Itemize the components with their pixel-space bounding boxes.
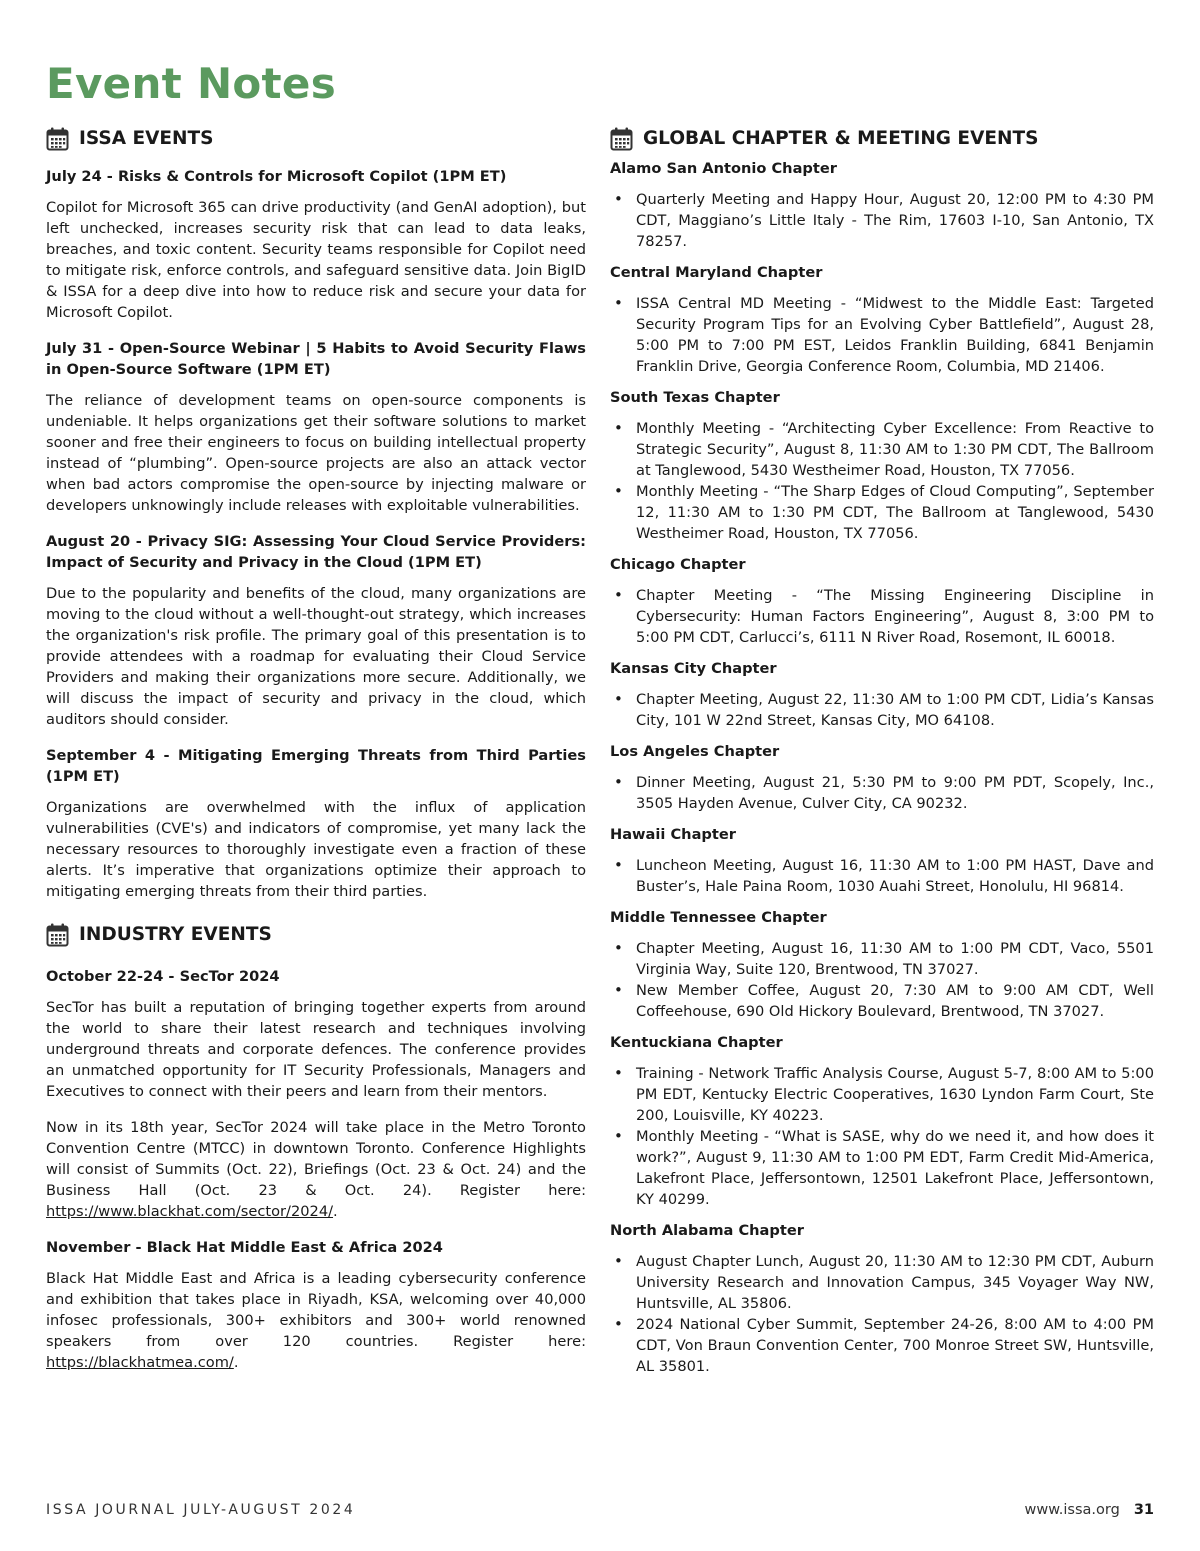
industry-event-blackhat [46,1237,586,1373]
chapter-name: Kentuckiana Chapter [610,1034,783,1051]
footer-site-url[interactable]: www.issa.org [1024,1502,1120,1518]
chapter-name: Los Angeles Chapter [610,743,780,760]
calendar-icon [610,127,633,151]
chapter-event-list [610,855,1154,897]
chapter-event-item: • Chapter Meeting, August 16, 11:30 AM to 1:00 PM CDT, Vaco, 5501 Virginia Way, Suite 120, Brentwood, TN 37027. [610,938,1154,980]
right-column [610,124,1154,1387]
event-description: SecTor has built a reputation of bringing together experts from around the world to share their latest research and techniques involving underground threats and corporate defences. The conference provides an unmatched opportunity for IT Security Professionals, Managers and Executives to connect with their peers and learn from their mentors. [46,999,586,1100]
blackhat-register-link[interactable]: https://blackhatmea.com/ [46,1354,234,1371]
chapter-name: Kansas City Chapter [610,660,777,677]
industry-event-sector [46,966,586,1222]
chapter-section [610,1032,1154,1210]
chapter-section [610,387,1154,544]
calendar-icon [46,127,69,151]
chapter-event-list [610,772,1154,814]
event-description: Organizations are overwhelmed with the influx of application vulnerabilities (CVE's) and indicators of compromise, yet many lack the necessary resources to thoroughly investigate even a fraction of these alerts. It’s imperative that organizations optimize their approach to mitigating emerging threats from their third parties. [46,799,586,900]
chapter-event-list [610,689,1154,731]
chapter-event-item: • Training - Network Traffic Analysis Course, August 5-7, 8:00 AM to 5:00 PM EDT, Kentucky Electric Cooperatives, 1630 Lyndon Farm Court, Ste 200, Louisville, KY 40223. [610,1063,1154,1126]
event-title: September 4 - Mitigating Emerging Threats from Third Parties (1PM ET) [46,747,586,785]
issa-events-heading: ISSA EVENTS [79,128,214,149]
chapter-event-item: • Luncheon Meeting, August 16, 11:30 AM to 1:00 PM HAST, Dave and Buster’s, Hale Paina Room, 1030 Auahi Street, Honolulu, HI 96814. [610,855,1154,897]
chapter-section [610,1220,1154,1377]
issa-events-header [46,124,586,154]
sector-register-link[interactable]: https://www.blackhat.com/sector/2024/ [46,1203,334,1220]
issa-event-item [46,531,586,730]
left-column [46,124,586,1388]
chapter-event-item: • Monthly Meeting - “What is SASE, why do we need it, and how does it work?”, August 9, 11:30 AM to 1:00 PM EDT, Farm Credit Mid-America, Lakefront Place, Jeffersontown, 12501 Lakefront Place, Jeffersontown, KY 40299. [610,1126,1154,1210]
chapter-event-item: • New Member Coffee, August 20, 7:30 AM to 9:00 AM CDT, Well Coffeehouse, 690 Old Hickory Boulevard, Brentwood, TN 37027. [610,980,1154,1022]
event-description: Copilot for Microsoft 365 can drive productivity (and GenAI adoption), but left unchecked, increases security risk that can lead to data leaks, breaches, and toxic content. Security teams responsible for Copilot need to mitigate risk, enforce controls, and safeguard sensitive data. Join BigID & ISSA for a deep dive into how to reduce risk and secure your data for Microsoft Copilot. [46,199,586,321]
chapter-section [610,554,1154,648]
global-events-heading: GLOBAL CHAPTER & MEETING EVENTS [643,128,1039,149]
chapter-event-list [610,293,1154,377]
chapter-section [610,741,1154,814]
footer-site-page [1025,1502,1154,1518]
chapter-event-item: • August Chapter Lunch, August 20, 11:30 AM to 12:30 PM CDT, Auburn University Research and Innovation Campus, 345 Voyager Way NW, Huntsville, AL 35806. [610,1251,1154,1314]
event-title: October 22-24 - SecTor 2024 [46,968,280,985]
event-title: August 20 - Privacy SIG: Assessing Your Cloud Service Providers: Impact of Security and Privacy in the Cloud (1PM ET) [46,533,586,571]
chapter-name: Middle Tennessee Chapter [610,909,827,926]
chapter-event-list [610,938,1154,1022]
chapter-name: South Texas Chapter [610,389,780,406]
chapter-name: Alamo San Antonio Chapter [610,160,837,177]
chapter-event-item: • ISSA Central MD Meeting - “Midwest to the Middle East: Targeted Security Program Tips for an Evolving Cyber Battlefield”, August 28, 5:00 PM to 7:00 PM EST, Leidos Franklin Building, 6841 Benjamin Franklin Drive, Georgia Conference Room, Columbia, MD 21406. [610,293,1154,377]
industry-events-header [46,920,586,950]
chapter-section [610,824,1154,897]
chapter-section [610,907,1154,1022]
chapter-name: North Alabama Chapter [610,1222,804,1239]
page-title: Event Notes [46,59,337,108]
chapter-event-item: • Dinner Meeting, August 21, 5:30 PM to 9:00 PM PDT, Scopely, Inc., 3505 Hayden Avenue, Culver City, CA 90232. [610,772,1154,814]
chapter-event-item: • Quarterly Meeting and Happy Hour, August 20, 12:00 PM to 4:30 PM CDT, Maggiano’s Little Italy - The Rim, 17603 I-10, San Antonio, TX 78257. [610,189,1154,252]
chapter-event-list [610,418,1154,544]
chapter-event-item: • 2024 National Cyber Summit, September 24-26, 8:00 AM to 4:00 PM CDT, Von Braun Convention Center, 700 Monroe Street SW, Huntsville, AL 35801. [610,1314,1154,1377]
issa-event-item [46,166,586,323]
footer-journal-name: ISSA JOURNAL JULY-AUGUST 2024 [46,1502,356,1518]
chapter-name: Hawaii Chapter [610,826,736,843]
page-number: 31 [1133,1502,1154,1518]
chapter-section [610,158,1154,252]
issa-event-item [46,338,586,516]
chapter-name: Chicago Chapter [610,556,746,573]
global-events-header [610,124,1154,154]
calendar-icon [46,923,69,947]
event-registration [46,1268,586,1373]
chapter-event-item: • Chapter Meeting - “The Missing Engineering Discipline in Cybersecurity: Human Factors Engineering”, August 8, 3:00 PM to 5:00 PM CDT, Carlucci’s, 6111 N River Road, Rosemont, IL 60018. [610,585,1154,648]
industry-events-heading: INDUSTRY EVENTS [79,924,272,945]
registration-tail: . [333,1203,338,1220]
event-description: The reliance of development teams on open-source components is undeniable. It helps organizations get their software solutions to market sooner and free their engineers to focus on building intellectual property instead of “plumbing”. Open-source projects are also an attack vector when bad actors compromise the open-source by injecting malware or developers unknowingly include releases with exploitable vulnerabilities. [46,392,586,514]
issa-event-item [46,745,586,902]
chapter-event-list [610,1063,1154,1210]
event-title: November - Black Hat Middle East & Africa 2024 [46,1239,443,1256]
chapter-event-list [610,585,1154,648]
chapter-event-list [610,189,1154,252]
chapter-event-item: • Chapter Meeting, August 22, 11:30 AM to 1:00 PM CDT, Lidia’s Kansas City, 101 W 22nd Street, Kansas City, MO 64108. [610,689,1154,731]
event-title: July 24 - Risks & Controls for Microsoft Copilot (1PM ET) [46,168,507,185]
registration-tail: . [233,1354,239,1371]
chapter-section [610,262,1154,377]
chapter-name: Central Maryland Chapter [610,264,823,281]
event-description: Black Hat Middle East and Africa is a leading cybersecurity conference and exhibition that takes place in Riyadh, KSA, welcoming over 40,000 infosec professionals, 300+ exhibitors and 300+ world renowned speakers from over 120 countries. Register here: [46,1270,586,1350]
registration-text: Now in its 18th year, SecTor 2024 will take place in the Metro Toronto Convention Centre (MTCC) in downtown Toronto. Conference Highlights will consist of Summits (Oct. 22), Briefings (Oct. 23 & Oct. 24) and the Business Hall (Oct. 23 & Oct. 24). Register here: [46,1119,586,1199]
chapter-event-item: • Monthly Meeting - “Architecting Cyber Excellence: From Reactive to Strategic Security”, August 8, 11:30 AM to 1:30 PM CDT, The Ballroom at Tanglewood, 5430 Westheimer Road, Houston, TX 77056. [610,418,1154,481]
chapter-event-list [610,1251,1154,1377]
chapter-event-item: • Monthly Meeting - “The Sharp Edges of Cloud Computing”, September 12, 11:30 AM to 1:30 PM CDT, The Ballroom at Tanglewood, 5430 Westheimer Road, Houston, TX 77056. [610,481,1154,544]
chapter-section [610,658,1154,731]
event-registration [46,1117,586,1222]
event-title: July 31 - Open-Source Webinar | 5 Habits to Avoid Security Flaws in Open-Source Software (1PM ET) [46,340,586,378]
event-description: Due to the popularity and benefits of the cloud, many organizations are moving to the cloud without a well-thought-out strategy, which increases the organization's risk profile. The primary goal of this presentation is to provide attendees with a roadmap for evaluating their Cloud Service Providers and making their organizations more secure. Additionally, we will discuss the impact of security and privacy in the cloud, which auditors should consider. [46,585,586,728]
